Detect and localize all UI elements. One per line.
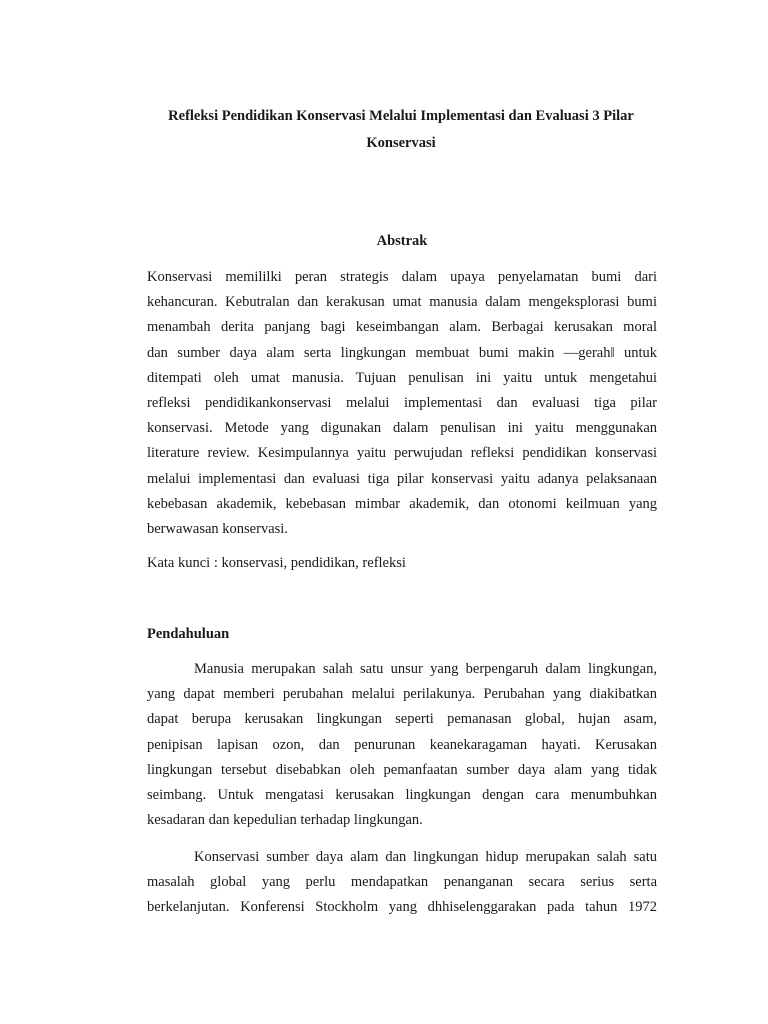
- paragraph-line: dapat berupa kerusakan lingkungan seperti pemanasan global, hujan asam,: [147, 711, 657, 728]
- paragraph-line: penipisan lapisan ozon, dan penurunan keanekaragaman hayati. Kerusakan: [147, 736, 657, 753]
- paragraph-line: yang dapat memberi perubahan melalui perilakunya. Perubahan yang diakibatkan: [147, 686, 657, 703]
- abstract-line: ditempati oleh umat manusia. Tujuan penulisan ini yaitu untuk mengetahui: [147, 369, 657, 386]
- title-line: Refleksi Pendidikan Konservasi Melalui Implementasi dan Evaluasi 3 Pilar: [168, 108, 634, 124]
- keywords: Kata kunci : konservasi, pendidikan, refleksi: [147, 555, 406, 571]
- abstract-line: melalui implementasi dan evaluasi tiga pilar konservasi yaitu adanya pelaksanaan: [147, 470, 657, 487]
- paragraph-line: Konservasi sumber daya alam dan lingkungan hidup merupakan salah satu: [194, 849, 657, 865]
- abstract-line: menambah derita panjang bagi keseimbangan alam. Berbagai kerusakan moral: [147, 319, 657, 336]
- title-line: Konservasi: [366, 135, 436, 151]
- paragraph-line: berkelanjutan. Konferensi Stockholm yang dhhiselenggarakan pada tahun 1972: [147, 899, 657, 916]
- abstract-line: berwawasan konservasi.: [147, 520, 288, 537]
- section-heading-pendahuluan: Pendahuluan: [147, 626, 230, 642]
- abstract-line: dan sumber daya alam serta lingkungan membuat bumi makin ―gerah‖ untuk: [147, 344, 657, 361]
- paragraph-line: masalah global yang perlu mendapatkan penanganan secara serius serta: [147, 874, 657, 891]
- paragraph-line: Manusia merupakan salah satu unsur yang berpengaruh dalam lingkungan,: [194, 661, 657, 677]
- abstract-line: kebebasan akademik, kebebasan mimbar akademik, dan otonomi keilmuan yang: [147, 495, 657, 512]
- abstract-line: refleksi pendidikankonservasi melalui implementasi dan evaluasi tiga pilar: [147, 394, 657, 411]
- abstract-line: kehancuran. Kebutralan dan kerakusan umat manusia dalam mengeksplorasi bumi: [147, 294, 657, 311]
- document-title: [120, 103, 682, 157]
- paragraph-line: kesadaran dan kepedulian terhadap lingkungan.: [147, 812, 423, 829]
- abstract-text: [147, 265, 657, 542]
- abstract-line: Konservasi memililki peran strategis dalam upaya penyelamatan bumi dari: [147, 269, 657, 285]
- paragraph-line: lingkungan tersebut disebabkan oleh pemanfaatan sumber daya alam yang tidak: [147, 761, 657, 778]
- abstract-heading: Abstrak: [376, 233, 428, 249]
- body-paragraph: [147, 657, 657, 833]
- abstract-line: literature review. Kesimpulannya yaitu perwujudan refleksi pendidikan konservasi: [147, 445, 657, 462]
- abstract-line: konservasi. Metode yang digunakan dalam penulisan ini yaitu menggunakan: [147, 420, 657, 437]
- body-paragraph: [147, 845, 657, 921]
- paragraph-line: seimbang. Untuk mengatasi kerusakan lingkungan dengan cara menumbuhkan: [147, 786, 657, 803]
